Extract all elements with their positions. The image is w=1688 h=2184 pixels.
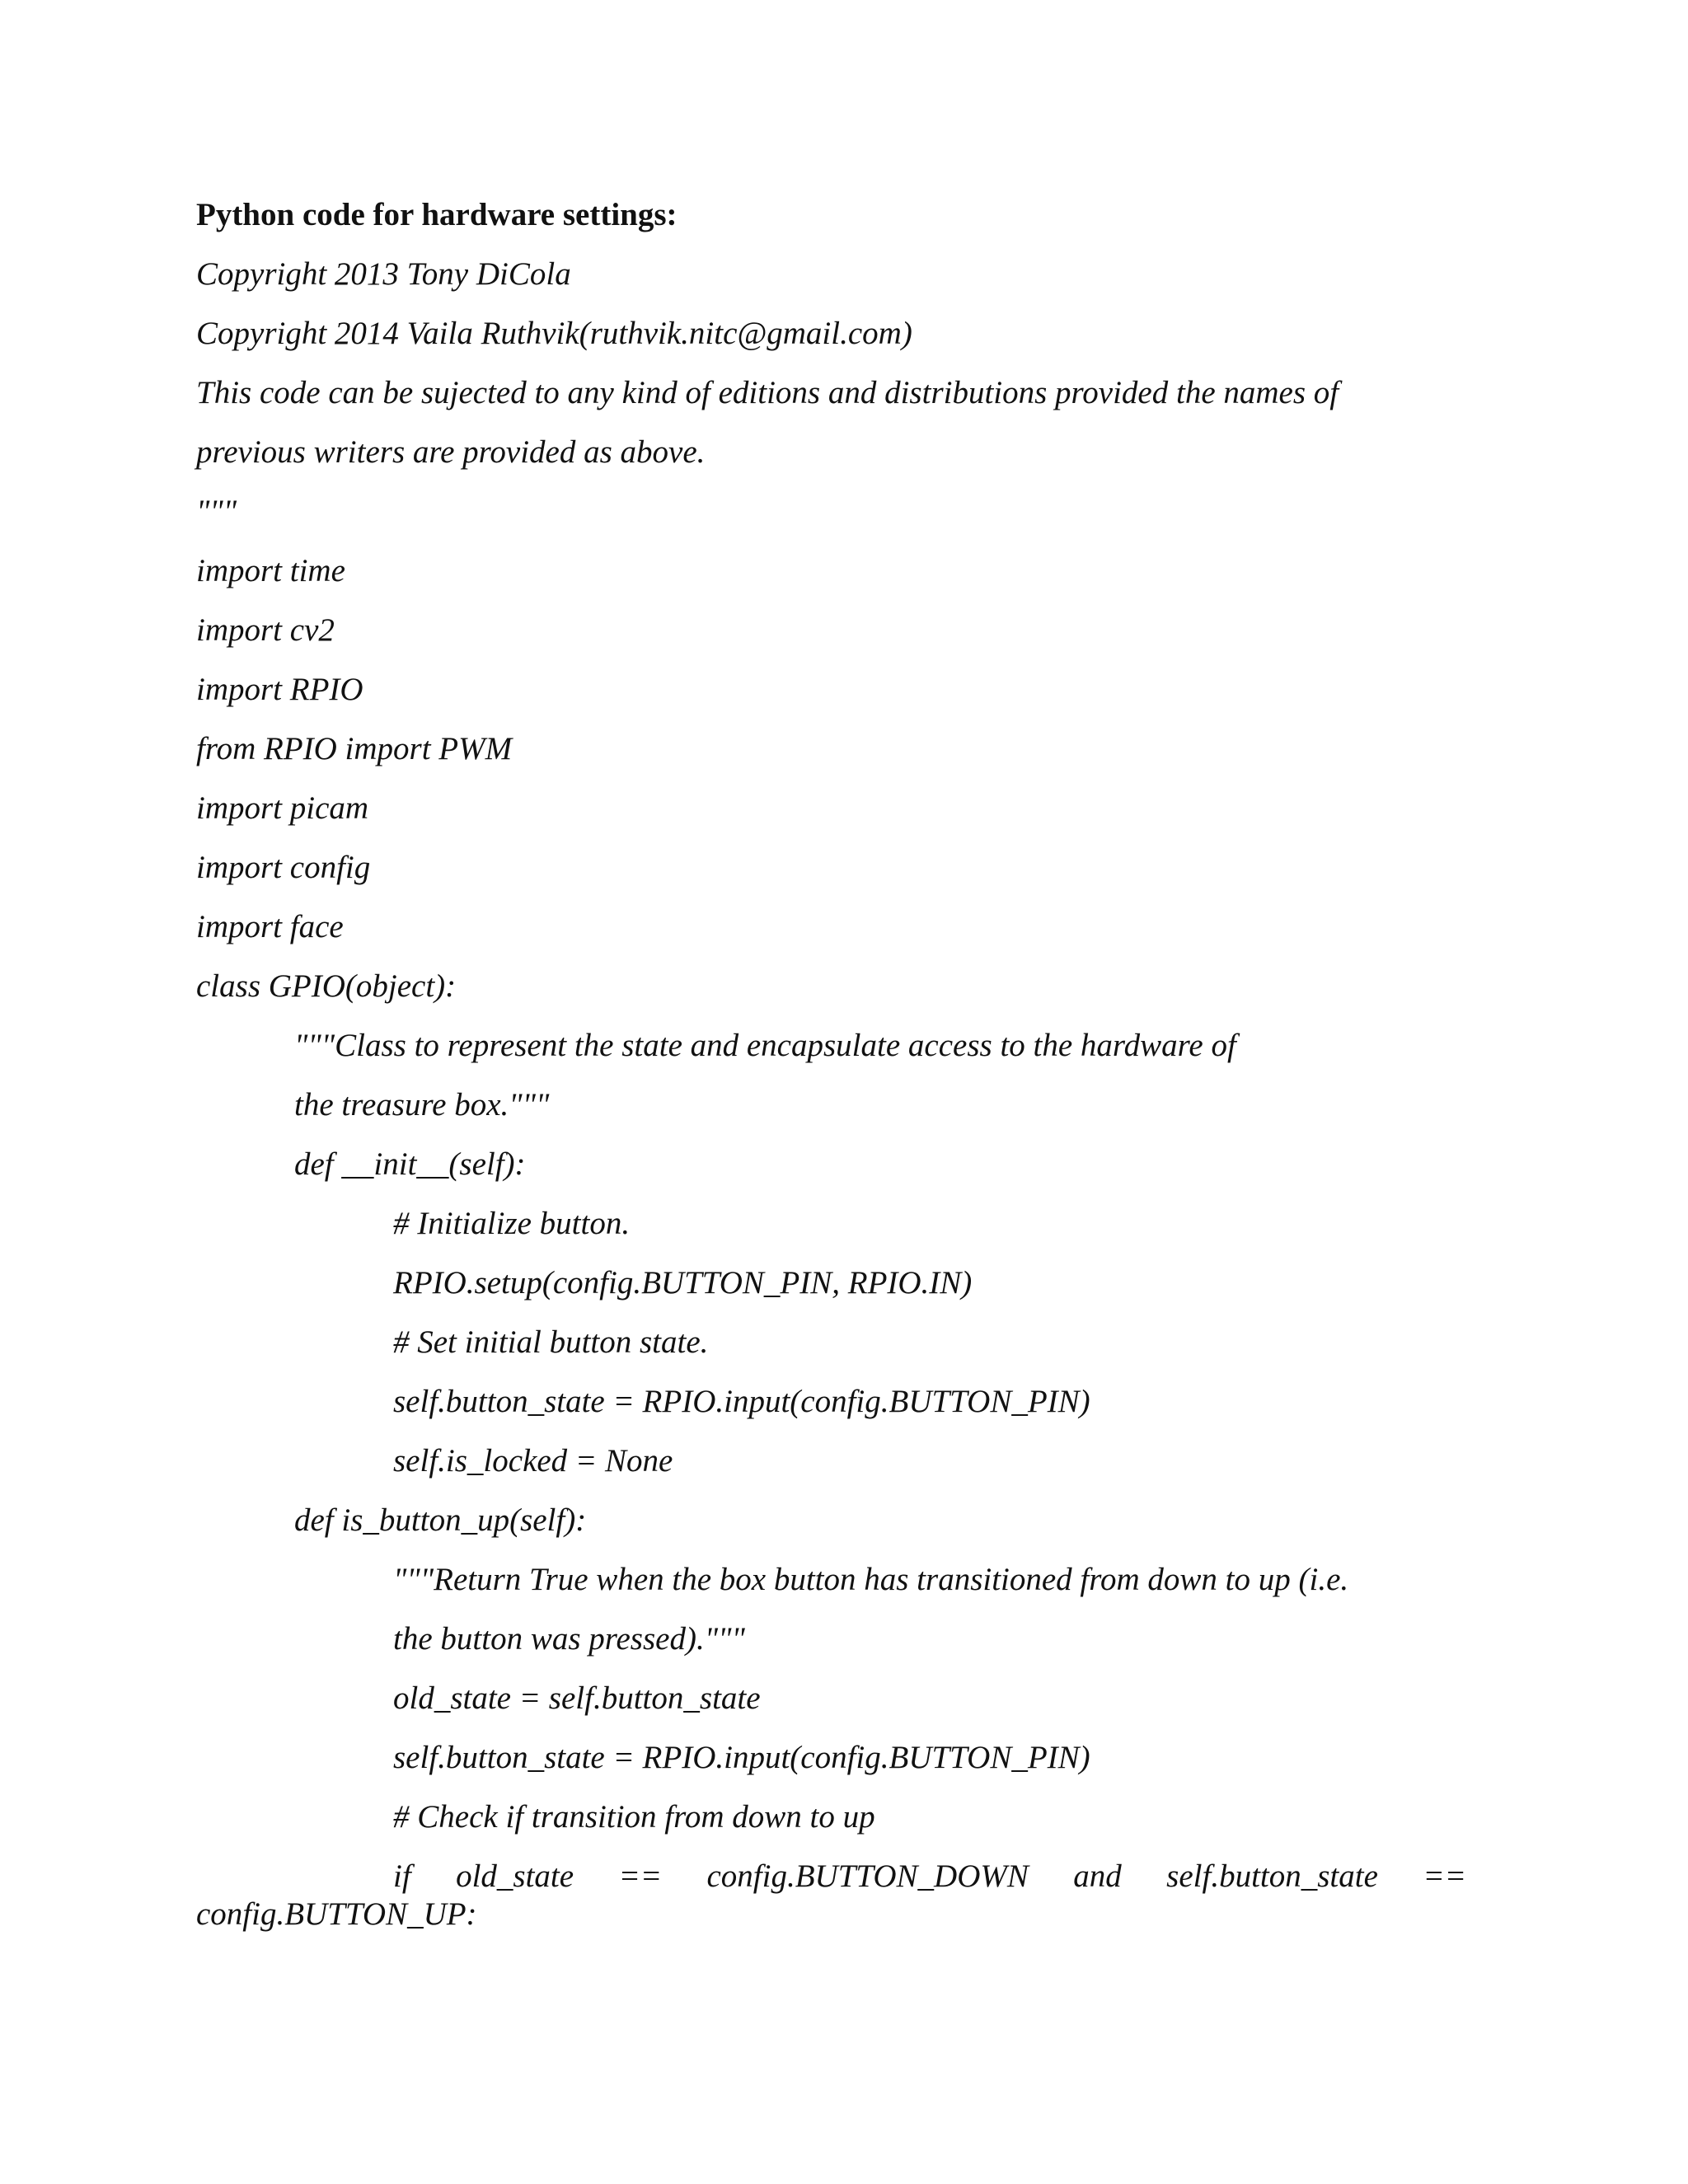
docstring-delimiter: """: [196, 494, 237, 529]
page-title: Python code for hardware settings:: [196, 197, 678, 232]
code-line: from RPIO import PWM: [196, 731, 513, 766]
copyright-line: Copyright 2013 Tony DiCola: [196, 256, 571, 292]
if-statement-continuation: config.BUTTON_UP:: [196, 1896, 477, 1932]
code-line: import cv2: [196, 612, 335, 648]
code-token: ==: [1423, 1858, 1466, 1894]
code-token: old_state: [456, 1858, 574, 1894]
code-line: import time: [196, 553, 345, 588]
code-token: ==: [618, 1858, 663, 1894]
code-line: # Initialize button.: [393, 1206, 631, 1241]
code-line: self.button_state = RPIO.input(config.BUTTON_PIN): [393, 1384, 1090, 1419]
code-line: RPIO.setup(config.BUTTON_PIN, RPIO.IN): [393, 1265, 973, 1301]
code-token: and: [1073, 1858, 1122, 1894]
code-line: def __init__(self):: [294, 1146, 526, 1182]
code-line: import face: [196, 909, 344, 944]
code-line: class GPIO(object):: [196, 968, 457, 1004]
copyright-line: Copyright 2014 Vaila Ruthvik(ruthvik.nitc@gmail.com): [196, 316, 912, 351]
code-line: import RPIO: [196, 672, 363, 707]
code-line: """Class to represent the state and encapsulate access to the hardware of: [294, 1028, 1236, 1063]
code-line: the treasure box.""": [294, 1087, 550, 1122]
code-line: self.is_locked = None: [393, 1443, 673, 1479]
code-token: self.button_state: [1166, 1858, 1378, 1894]
code-line: def is_button_up(self):: [294, 1502, 587, 1538]
code-token: config.BUTTON_DOWN: [706, 1858, 1029, 1894]
license-text: previous writers are provided as above.: [196, 434, 706, 470]
license-text: This code can be sujected to any kind of editions and distributions provided the names of: [196, 375, 1339, 410]
code-token: if: [393, 1858, 411, 1894]
code-line: the button was pressed).""": [393, 1621, 745, 1657]
code-line: import picam: [196, 790, 369, 826]
code-line: """Return True when the box button has transitioned from down to up (i.e.: [393, 1562, 1349, 1597]
if-statement: [393, 1857, 1466, 1896]
code-line: old_state = self.button_state: [393, 1680, 761, 1716]
code-line: import config: [196, 850, 371, 885]
code-line: # Set initial button state.: [393, 1324, 709, 1360]
code-line: self.button_state = RPIO.input(config.BUTTON_PIN): [393, 1740, 1090, 1775]
code-line: # Check if transition from down to up: [393, 1799, 875, 1835]
